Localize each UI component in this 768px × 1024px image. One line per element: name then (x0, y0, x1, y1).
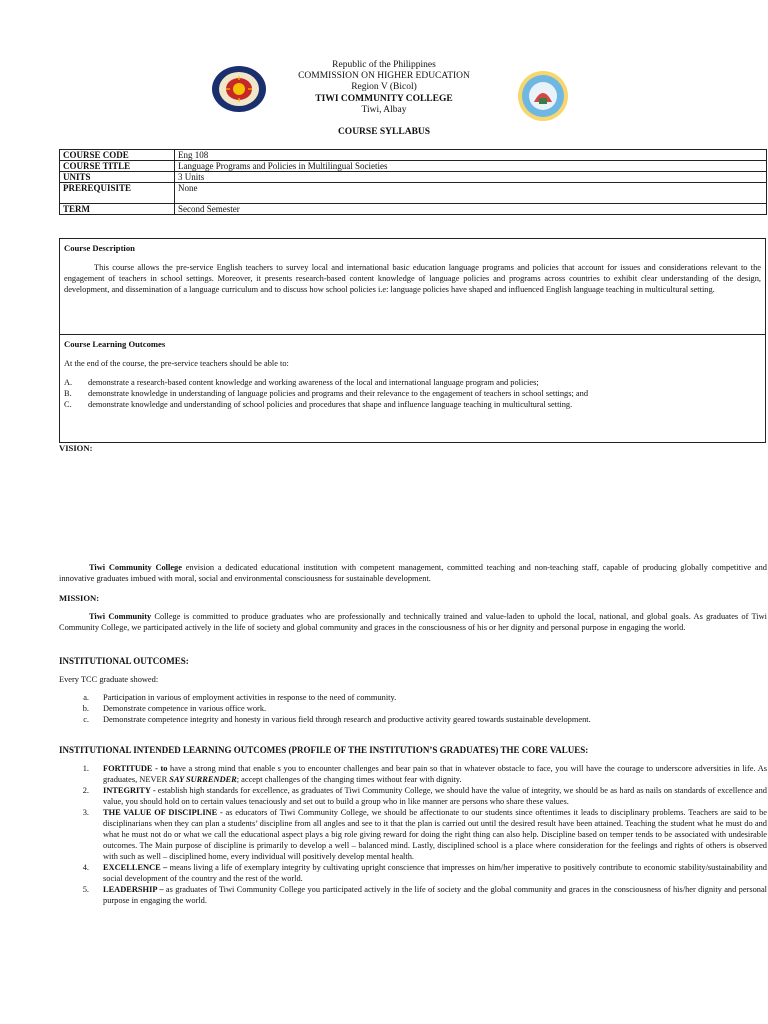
list-item (59, 862, 767, 884)
list-item (64, 388, 761, 399)
mission-college-name: Tiwi Community (89, 612, 152, 621)
course-code-label: COURSE CODE (60, 150, 175, 161)
value-text (103, 862, 767, 884)
institutional-outcomes-label: INSTITUTIONAL OUTCOMES: (59, 656, 189, 666)
units-value: 3 Units (175, 172, 767, 183)
prerequisite-label: PREREQUISITE (60, 183, 175, 204)
vision-label: VISION: (59, 443, 93, 453)
divider (60, 334, 765, 335)
value-text (103, 785, 767, 807)
mission-text (59, 611, 767, 633)
list-item (59, 692, 767, 703)
table-row (60, 183, 767, 204)
list-item (64, 399, 761, 410)
outcome-letter: A. (64, 378, 73, 387)
value-sep: - to (152, 764, 168, 773)
value-number: 3. (82, 808, 89, 817)
list-item (64, 377, 761, 388)
value-sep: – (157, 885, 164, 894)
term-value: Second Semester (175, 204, 767, 215)
value-body: means living a life of exemplary integrity by cultivating upright conscience that impresses on him/her imperative to positively contribute to economic stability/sustainability and social development of the country and the rest of the world. (103, 863, 767, 883)
outcome-letter: B. (64, 389, 72, 398)
document-title: COURSE SYLLABUS (337, 127, 431, 137)
value-text (103, 884, 767, 906)
table-row (60, 150, 767, 161)
value-body: as graduates of Tiwi Community College you participated actively in the life of society and the global community and graces in the consciousness of his/her dignity and personal purpose in engaging the world. (103, 885, 768, 905)
value-title: LEADERSHIP (103, 885, 157, 894)
list-item (59, 763, 767, 785)
value-number: 2. (82, 786, 89, 795)
course-title-label: COURSE TITLE (60, 161, 175, 172)
item-text: Demonstrate competence integrity and honesty in various field through research and productive activity geared towards sustainable development. (103, 715, 591, 724)
value-text (103, 807, 767, 862)
table-row (60, 172, 767, 183)
value-title: FORTITUDE (103, 764, 153, 773)
value-emphasis: SAY SURRENDER (169, 775, 237, 784)
value-title: THE VALUE OF DISCIPLINE - (103, 808, 223, 817)
header-college: TIWI COMMUNITY COLLEGE (315, 94, 453, 104)
header-location: Tiwi, Albay (361, 105, 407, 115)
table-row (60, 204, 767, 215)
list-item (59, 785, 767, 807)
header-region: Region V (Bicol) (351, 82, 417, 92)
outcome-text: demonstrate a research-based content knowledge and working awareness of the local and international language program and policies; (88, 378, 539, 387)
core-values-list (59, 763, 767, 906)
list-item (59, 807, 767, 862)
value-body: as educators of Tiwi Community College, we should be affectionate to our students since oftentimes it leads to disciplinary problems. Teachers are said to be disciplinarians when they can plan a students’ discipline from all angles and see to it that the plan is carried out until the desired result have been attained. Teaching the student what he must do and what he must not do or what we call the educational aspect plays a big role giving reward for doing the right thing can also help. Discipline based on temper tends to be associated with undesirable outcomes. The Main purpose of discipline is primarily to develop a well – balanced mind. Lastly, disciplined school is a place where consideration for the feelings and rights of others is observed with such as well – disciplined home, every individual will positively develop mental health. (103, 808, 768, 861)
list-item (59, 714, 767, 725)
value-number: 4. (82, 863, 89, 872)
term-label: TERM (60, 204, 175, 215)
header-commission: COMMISSION ON HIGHER EDUCATION (298, 71, 470, 81)
units-label: UNITS (60, 172, 175, 183)
course-description-text: This course allows the pre-service English teachers to survey local and international basic education language programs and policies that account for issues and considerations relevant to the engagement of teachers in school settings. Moreover, it presents research-based content knowledge of language policies and programs across countries to exhibit clear understanding of the design, development, and dissemination of a language curriculum and to discuss how school policies i.e: language policies have shaped and influenced English language teaching in multicultural setting. (64, 263, 761, 294)
value-title: INTEGRITY (103, 786, 151, 795)
list-item (59, 884, 767, 906)
header-republic: Republic of the Philippines (332, 60, 436, 70)
value-number: 5. (82, 885, 89, 894)
outcome-text: demonstrate knowledge and understanding of school policies and procedures that shape and influence language teaching in multicultural setting. (88, 400, 573, 409)
item-letter: b. (82, 704, 89, 713)
item-letter: a. (83, 693, 89, 702)
outcome-text: demonstrate knowledge in understanding of language policies and programs and their relevance to the engagement of teachers in school settings; and (88, 389, 589, 398)
vision-body: envision a dedicated educational institution with competent management, committed teaching and non-teaching staff, capable of producing globally competitive and innovative graduates imbued with moral, social and environmental consciousness for sustainable development. (59, 563, 767, 583)
value-sep: - (150, 786, 156, 795)
learning-outcomes-heading: Course Learning Outcomes (64, 339, 166, 349)
list-item (59, 703, 767, 714)
item-text: Demonstrate competence in various office work. (103, 704, 267, 713)
item-letter: c. (83, 715, 89, 724)
value-number: 1. (82, 764, 89, 773)
vision-college-name: Tiwi Community College (89, 563, 182, 572)
value-body: have a strong mind that enable s you to encounter challenges and bear pain so that in whatever obstacle to face, you will have the courage to underscore adversities in life. As graduates, NEVER (103, 764, 768, 784)
course-info-table (59, 149, 767, 215)
course-code-value: Eng 108 (175, 150, 767, 161)
institutional-outcomes-list (59, 692, 767, 725)
course-box (59, 238, 766, 443)
value-tail: ; accept challenges of the changing times without fear with dignity. (236, 775, 462, 784)
item-text: Participation in various of employment activities in response to the need of community. (103, 693, 397, 702)
value-text (103, 763, 767, 785)
outcome-letter: C. (64, 400, 72, 409)
mission-body: College is committed to produce graduates who are professionally and technically trained and value-laden to uphold the local, national, and global goals. As graduates of Tiwi Community College, we participated actively in the life of society and global community and graces in the consciousness of his or her dignity and personal purpose in engaging the world. (59, 612, 767, 632)
prerequisite-value: None (175, 183, 767, 204)
vision-text (59, 562, 767, 584)
course-description-heading: Course Description (64, 243, 135, 253)
institutional-outcomes-intro: Every TCC graduate showed: (59, 675, 159, 684)
value-sep: – (160, 863, 168, 872)
value-title: EXCELLENCE (103, 863, 161, 872)
core-values-label: INSTITUTIONAL INTENDED LEARNING OUTCOMES (PROFILE OF THE INSTITUTION’S GRADUATES) THE CORE VALUES: (59, 745, 589, 755)
table-row (60, 161, 767, 172)
mission-label: MISSION: (59, 593, 100, 603)
value-body: establish high standards for excellence, as graduates of Tiwi Community College, we should have the value of integrity, we should be as hard as nails on standards of excellence and value, you should hold on to certain values tenaciously and set out to build a group who in like manner are persons who share these values. (103, 786, 767, 806)
course-title-value: Language Programs and Policies in Multilingual Societies (175, 161, 767, 172)
learning-outcomes-intro: At the end of the course, the pre-service teachers should be able to: (64, 359, 289, 368)
